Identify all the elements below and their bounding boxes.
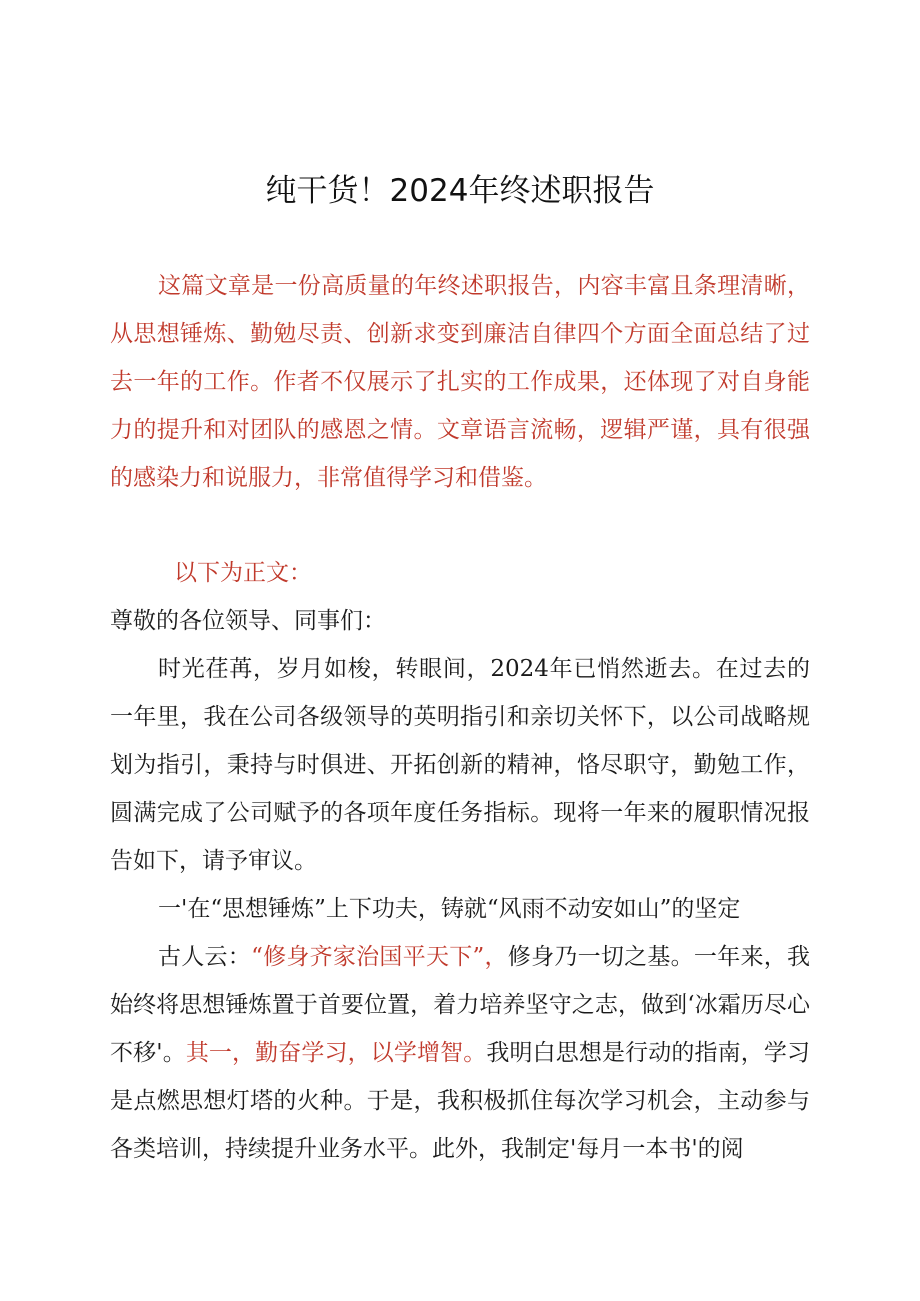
paragraph-text-continued: 我明白思想是行动的指南，学习是点燃思想灯塔的火种。于是，我积极抓住每次学习机会，主动参与各类培训，持续提升业务水平。此外，我制定'每月一本书'的阅 xyxy=(110,1040,810,1162)
quote-lead: 古人云： xyxy=(158,944,252,970)
quote-text: “修身齐家治国平天下”， xyxy=(251,944,508,970)
main-text-marker: 以下为正文： xyxy=(174,560,312,586)
document-title: 纯干货！2024年终述职报告 xyxy=(265,173,655,209)
section-1-paragraph xyxy=(110,933,810,1173)
section-heading-1: 一'在“思想锤炼”上下功夫，铸就“风雨不动安如山”的坚定 xyxy=(158,896,741,922)
salutation: 尊敬的各位领导、同事们： xyxy=(110,608,386,634)
paragraph-text: 修身乃一切之基。一年来，我始终将思想锤炼置于首要位置，着力培养坚守之志，做到‘冰霜历尽心不移'。 xyxy=(110,944,810,1066)
summary-paragraph: 这篇文章是一份高质量的年终述职报告，内容丰富且条理清晰，从思想锤炼、勤勉尽责、创新求变到廉洁自律四个方面全面总结了过去一年的工作。作者不仅展示了扎实的工作成果，还体现了对自身能力的提升和对团队的感恩之情。文章语言流畅，逻辑严谨，具有很强的感染力和说服力，非常值得学习和借鉴。 xyxy=(110,273,810,491)
point-heading: 其一，勤奋学习，以学增智。 xyxy=(185,1040,487,1066)
opening-paragraph: 时光荏苒，岁月如梭，转眼间，2024年已悄然逝去。在过去的一年里，我在公司各级领导的英明指引和亲切关怀下，以公司战略规划为指引，秉持与时俱进、开拓创新的精神，恪尽职守，勤勉工作，圆满完成了公司赋予的各项年度任务指标。现将一年来的履职情况报告如下，请予审议。 xyxy=(110,656,810,874)
